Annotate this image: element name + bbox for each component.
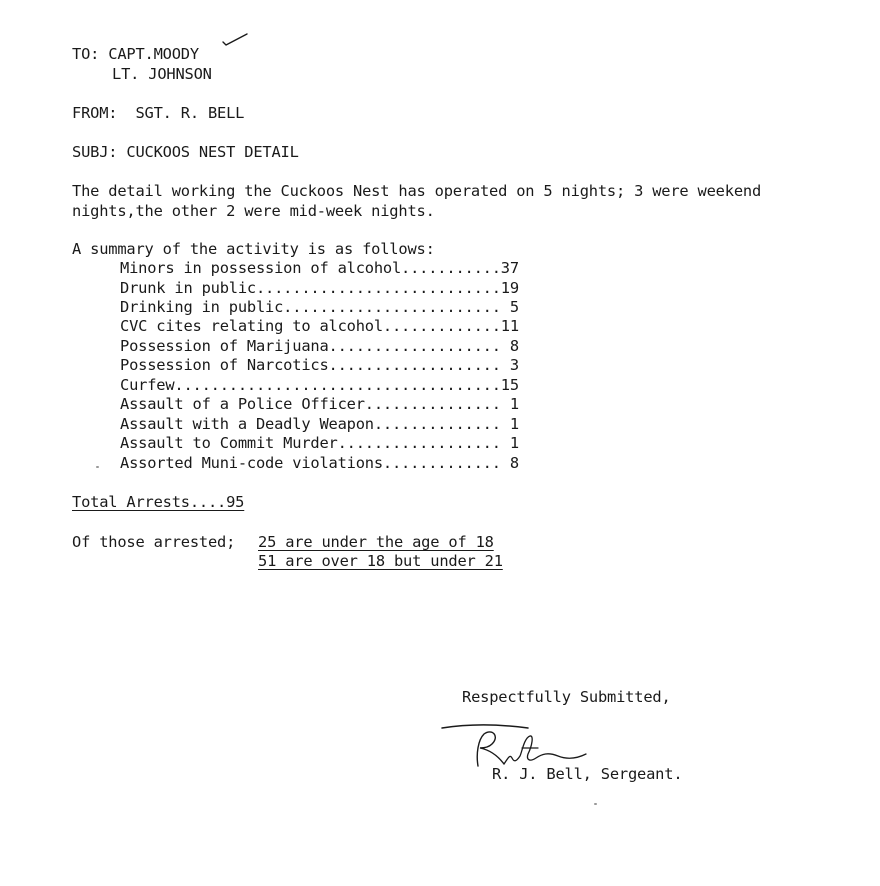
arrested-prefix: Of those arrested;: [72, 533, 236, 551]
signer-name: R. J. Bell, Sergeant.: [492, 765, 683, 783]
total-arrests: Total Arrests....95: [72, 493, 245, 511]
to-line-2: LT. JOHNSON: [112, 65, 212, 83]
summary-item: Drinking in public........................ 5: [120, 298, 519, 316]
checkmark-icon: [222, 32, 248, 48]
arrested-line-1: 25 are under the age of 18: [258, 533, 494, 551]
summary-item: Assault of a Police Officer............... 1: [120, 395, 519, 413]
summary-item: Curfew....................................15: [120, 376, 519, 394]
from-line: FROM: SGT. R. BELL: [72, 104, 245, 122]
summary-item: Assorted Muni-code violations............. 8: [120, 454, 519, 472]
summary-item: Possession of Narcotics................... 3: [120, 356, 519, 374]
summary-item: Drunk in public...........................19: [120, 279, 519, 297]
summary-item: Minors in possession of alcohol...........37: [120, 259, 519, 277]
arrested-line-2: 51 are over 18 but under 21: [258, 552, 503, 570]
intro-line-1: The detail working the Cuckoos Nest has operated on 5 nights; 3 were weekend: [72, 182, 762, 200]
summary-heading: A summary of the activity is as follows:: [72, 240, 435, 258]
subject-line: SUBJ: CUCKOOS NEST DETAIL: [72, 143, 299, 161]
summary-item: Possession of Marijuana................... 8: [120, 337, 519, 355]
summary-item: CVC cites relating to alcohol.............11: [120, 317, 519, 335]
closing-line: Respectfully Submitted,: [462, 688, 671, 706]
scan-speck: [96, 466, 99, 468]
to-line-1: TO: CAPT.MOODY: [72, 45, 199, 63]
scan-speck: [594, 803, 597, 805]
summary-item: Assault to Commit Murder.................. 1: [120, 434, 519, 452]
intro-line-2: nights,the other 2 were mid-week nights.: [72, 202, 435, 220]
summary-item: Assault with a Deadly Weapon.............. 1: [120, 415, 519, 433]
